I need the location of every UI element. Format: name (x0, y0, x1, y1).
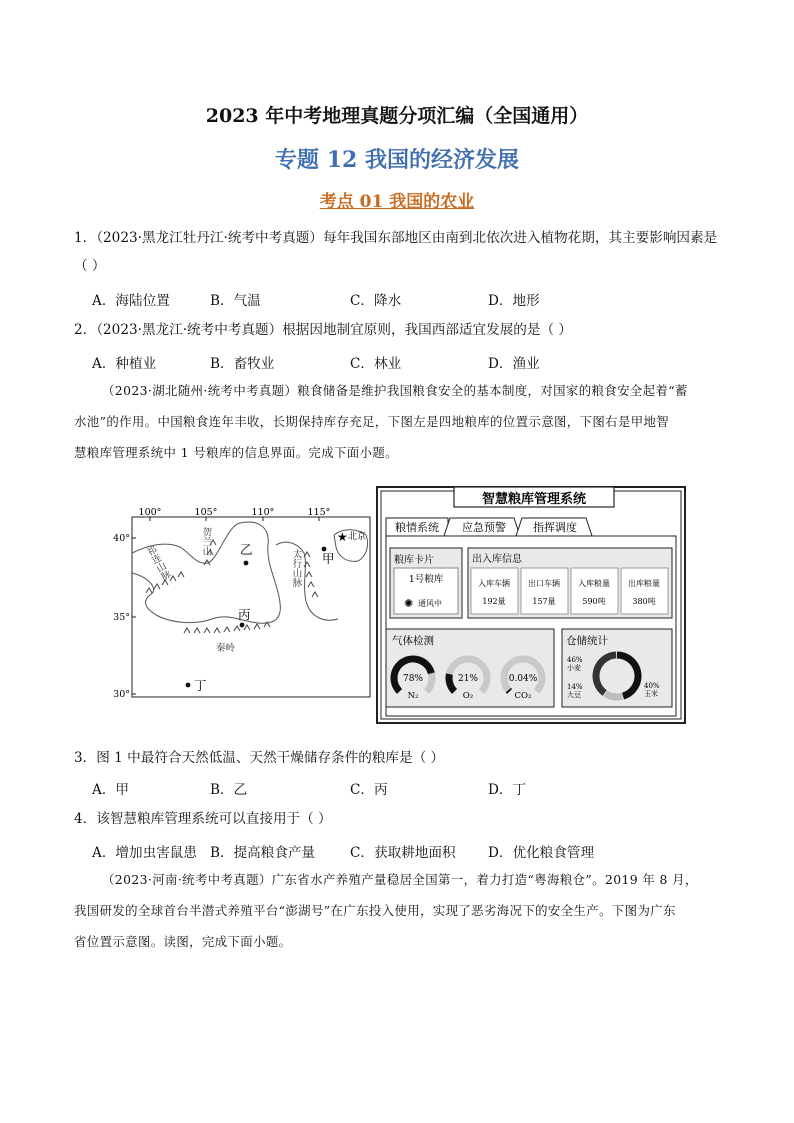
granary-name: 1号粮库 (408, 574, 444, 585)
lon-label: 110° (251, 507, 275, 518)
option-d[interactable]: D．丁 (488, 782, 527, 798)
option-c[interactable]: C．丙 (350, 782, 388, 798)
question-1-stem: 1．（2023·黑龙江牡丹江·统考中考真题）每年我国东部地区由南到北依次进入植物花期，其主要影响因素是 (74, 230, 718, 246)
option-a[interactable]: A．种植业 (92, 356, 157, 372)
slice-pct-corn: 40% (644, 682, 660, 690)
place-ding: 丁 (194, 678, 207, 693)
section-title-text: 考点 01 我国的农业 (319, 192, 475, 212)
io-item-label: 入库粮量 (578, 579, 610, 588)
question-2-stem: 2．（2023·黑龙江·统考中考真题）根据因地制宜原则，我国西部适宜发展的是（ ） (74, 322, 572, 338)
io-item-value: 157量 (532, 597, 556, 606)
option-d[interactable]: D．优化粮食管理 (488, 845, 595, 861)
io-item (471, 568, 518, 614)
question-4-stem: 4．该智慧粮库管理系统可以直接用于（ ） (74, 811, 332, 827)
slice-pct-soybean: 14% (567, 683, 583, 691)
beijing-star-icon: ★ (337, 530, 348, 544)
place-bing: 丙 (238, 607, 251, 622)
option-a[interactable]: A．甲 (92, 782, 130, 798)
passage-1-line-1: （2023·湖北随州·统考中考真题）粮食储备是维护我国粮食安全的基本制度，对国家的粮食安全起着“蓄 (102, 383, 688, 398)
io-item-label: 入库车辆 (478, 579, 510, 588)
gauge-value: 21% (457, 674, 479, 684)
passage-2-line-2: 我国研发的全球首台半潜式养殖平台“澎湖号”在广东投入使用，实现了恶劣海况下的安全生产。下图为广东 (74, 903, 676, 918)
io-item (571, 568, 618, 614)
io-item-value: 590吨 (582, 597, 606, 606)
gauge-value: 0.04% (508, 674, 538, 684)
io-item-label: 出口车辆 (528, 579, 560, 588)
lon-label: 105° (194, 507, 218, 518)
gas-detection-title: 气体检测 (392, 635, 434, 647)
gauge-value: 78% (402, 674, 424, 684)
place-jia-dot (322, 547, 327, 552)
option-d[interactable]: D．地形 (488, 293, 540, 309)
topic-title: 专题 12 我国的经济发展 (275, 147, 519, 173)
qilian-mountains-label: 祁连山脉 (143, 544, 172, 583)
gauge-label: CO₂ (514, 691, 532, 701)
fan-icon: ✺ (404, 597, 414, 610)
io-item (621, 568, 668, 614)
tab-grain-system-label: 粮情系统 (395, 521, 439, 534)
slice-name-soybean: 大豆 (567, 691, 581, 699)
place-bing-dot (240, 623, 245, 628)
doc-title: 2023 年中考地理真题分项汇编（全国通用） (205, 105, 589, 127)
io-item-value: 192量 (482, 597, 506, 606)
lat-label: 40° (113, 533, 130, 544)
granary-card-title: 粮库卡片 (394, 555, 434, 566)
gauge-label: O₂ (462, 691, 474, 701)
option-a[interactable]: A．海陆位置 (92, 293, 170, 309)
option-c[interactable]: C．林业 (350, 356, 402, 372)
in-out-info-title: 出入库信息 (472, 554, 522, 565)
tab-command-dispatch-label: 指挥调度 (533, 521, 577, 534)
lat-label: 35° (113, 612, 130, 623)
tab-emergency-warning-label: 应急预警 (462, 521, 506, 534)
question-2-options (92, 352, 540, 372)
lat-label: 30° (113, 689, 130, 700)
passage-2-line-1: （2023·河南·统考中考真题）广东省水产养殖产量稳居全国第一，着力打造“粤海粮仓”。2019 年 8 月， (102, 872, 698, 887)
smart-granary-system (376, 486, 686, 724)
slice-name-corn: 玉米 (644, 690, 658, 698)
io-item-label: 出库粮量 (628, 579, 660, 588)
option-b[interactable]: B．气温 (210, 293, 261, 309)
option-b[interactable]: B．提高粮食产量 (210, 845, 316, 861)
donut-slice (605, 693, 622, 697)
question-1-stem-bracket: （ ） (74, 258, 106, 274)
storage-stats-title: 仓储统计 (566, 635, 608, 647)
option-a[interactable]: A．增加虫害鼠患 (92, 845, 197, 861)
question-3-stem: 3．图 1 中最符合天然低温、天然干燥储存条件的粮库是（ ） (74, 750, 445, 766)
lon-label: 115° (307, 507, 331, 518)
granary-location-map (108, 505, 376, 700)
place-yi-dot (244, 561, 249, 566)
beijing-label: 北京 (348, 532, 367, 542)
gauge-fill (508, 690, 509, 691)
place-jia: 甲 (322, 551, 335, 566)
lon-label: 100° (138, 507, 162, 518)
qinling-label: 秦岭 (216, 643, 236, 654)
section-title (0, 187, 794, 212)
place-ding-dot (186, 683, 191, 688)
reading-passage-1 (74, 375, 724, 468)
passage-2-line-3: 省位置示意图。读图，完成下面小题。 (74, 934, 292, 949)
taihang-mountains-label: 太行山脉 (290, 549, 302, 587)
question-1-options (92, 289, 540, 309)
option-c[interactable]: C．获取耕地面积 (350, 845, 456, 861)
io-item-value: 380吨 (632, 597, 656, 606)
helan-mountain-label: 贺兰山 (200, 527, 212, 556)
gauge-label: N₂ (407, 691, 419, 701)
slice-name-wheat: 小麦 (567, 664, 581, 672)
option-b[interactable]: B．畜牧业 (210, 356, 275, 372)
reading-passage-2 (74, 864, 724, 957)
question-3-options (92, 778, 526, 798)
place-yi: 乙 (240, 542, 253, 557)
option-b[interactable]: B．乙 (210, 782, 248, 798)
system-title: 智慧粮库管理系统 (481, 492, 587, 507)
granary-status: 通风中 (418, 599, 442, 608)
option-d[interactable]: D．渔业 (488, 356, 540, 372)
question-4-options (92, 841, 594, 861)
slice-pct-wheat: 46% (567, 656, 583, 664)
passage-1-line-2: 水池”的作用。中国粮食连年丰收，长期保持库存充足，下图左是四地粮库的位置示意图，下图右是甲地智 (74, 414, 670, 429)
passage-1-line-3: 慧粮库管理系统中 1 号粮库的信息界面。完成下面小题。 (74, 445, 398, 460)
io-item (521, 568, 568, 614)
option-c[interactable]: C．降水 (350, 293, 402, 309)
